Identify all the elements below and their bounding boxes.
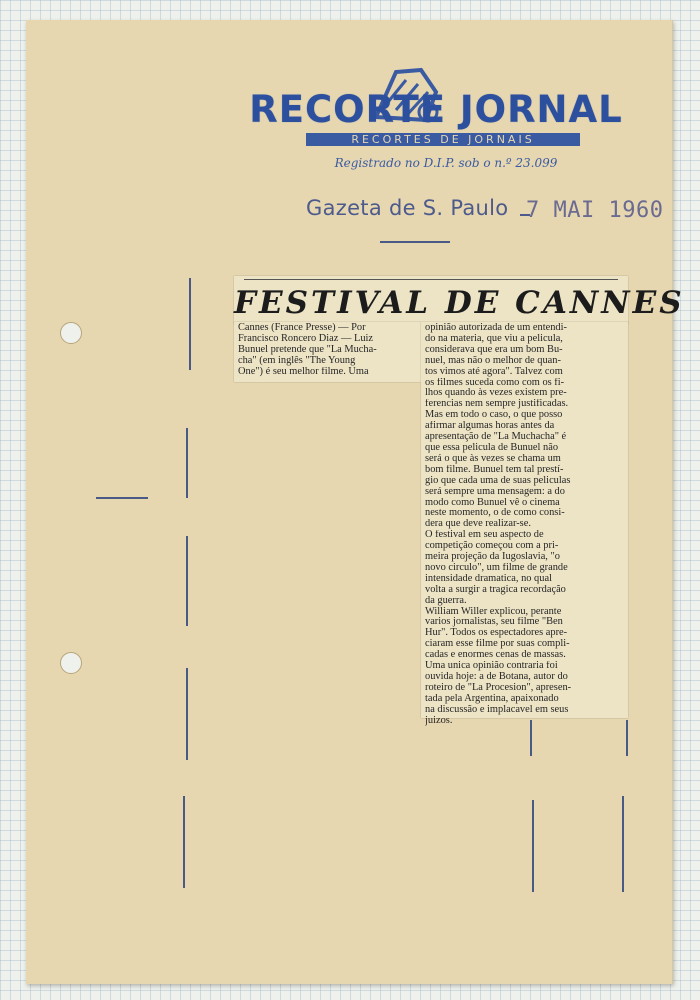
article-line: meira projeção da Iugoslavia, "o [425,552,560,563]
article-line: volta a surgir a tragica recordação [425,584,566,595]
article-line: nuel, mas não o melhor de quan- [425,355,561,366]
article-line: Uma unica opinião contraria foi [425,661,558,672]
stamp-wordmark: RECORTE JORNAL [249,88,623,131]
article-line: intensidade dramatica, no qual [425,573,552,584]
article-line: modo como Bunuel vê o cinema [425,497,560,508]
article-line: considerava que era um bom Bu- [425,344,563,355]
article-line: neste momento, o de como consi- [425,508,565,519]
guide-rule [380,241,450,243]
article-line: Francisco Roncero Diaz — Luiz [238,333,374,344]
article-line: opinião autorizada de um entendi- [425,323,567,333]
stamp-subtitle: RECORTES DE JORNAIS [306,133,580,146]
stamp-registration: Registrado no D.I.P. sob o n.º 23.099 [334,156,558,170]
article-column-left [234,322,421,382]
headline-rule [244,279,618,280]
article-line: dera que deve realizar-se. [425,519,531,530]
right-column-text [425,323,624,727]
article-line: os filmes suceda como com os fi- [425,377,565,388]
article-line: Mas em todo o caso, o que posso [425,410,563,421]
article-line: cadas e enormes cenas de massas. [425,650,566,661]
article-line: na discussão e implacavel em seus [425,704,569,715]
guide-rule [186,428,188,498]
article-line: juizos. [425,715,453,726]
article-line: varios jornalistas, seu filme "Ben [425,617,563,628]
article-line: tos vimos até agora". Talvez com [425,366,563,377]
article-line: ouvida hoje: a de Botana, autor do [425,672,568,682]
article-column-right [421,322,628,726]
article-line: novo circulo", um filme de grande [425,562,568,573]
article-line: O festival em seu aspecto de [425,530,544,541]
guide-rule [532,800,534,892]
article-line: do na materia, que viu a pelicula, [425,333,563,344]
article-line: ciaram esse filme por suas compli- [425,639,570,650]
article-line: roteiro de "La Procesion", apresen- [425,682,572,693]
guide-rule [626,720,628,756]
article-line: da guerra. [425,595,467,606]
article-line: que essa pelicula de Bunuel não [425,442,559,453]
guide-rule [183,796,185,888]
article-line: Cannes (France Presse) — Por [238,323,366,333]
article-line: One") é seu melhor filme. Uma [238,366,369,377]
article-line: afirmar algumas horas antes da [425,421,555,432]
article-headline: FESTIVAL DE CANNES [234,285,685,321]
guide-rule [189,278,191,370]
article-line: William Willer explicou, perante [425,606,562,617]
article-headline-box [234,276,685,324]
article-line: Bunuel pretende que "La Mucha- [238,344,377,355]
left-column-text [238,323,417,378]
guide-rule [186,536,188,626]
article-line: cha" (em inglês "The Young [238,355,356,366]
newspaper-source: Gazeta de S. Paulo [306,196,509,220]
article-line: apresentação de "La Muchacha" é [425,432,567,443]
article-line: competição começou com a pri- [425,541,559,552]
article-line: tada pela Argentina, apaixonado [425,693,559,704]
guide-rule [96,497,148,499]
article-line: bom filme. Bunuel tem tal prestí- [425,464,564,475]
article-line: gio que cada uma de suas peliculas [425,475,571,486]
punch-hole-top [60,322,82,344]
article-line: será sempre uma mensagem: a do [425,486,565,497]
article-line: lhos quando às vezes existem pre- [425,388,567,399]
article-line: ferencias nem sempre justificadas. [425,399,569,410]
article-line: Hur". Todos os espectadores apre- [425,628,568,639]
punch-hole-bottom [60,652,82,674]
guide-rule [186,668,188,760]
guide-rule [622,796,624,892]
date-stamp: 7 MAI 1960 [526,198,664,223]
article-line: será o que às vezes se chama um [425,453,561,464]
recorte-jornal-stamp [236,62,636,182]
